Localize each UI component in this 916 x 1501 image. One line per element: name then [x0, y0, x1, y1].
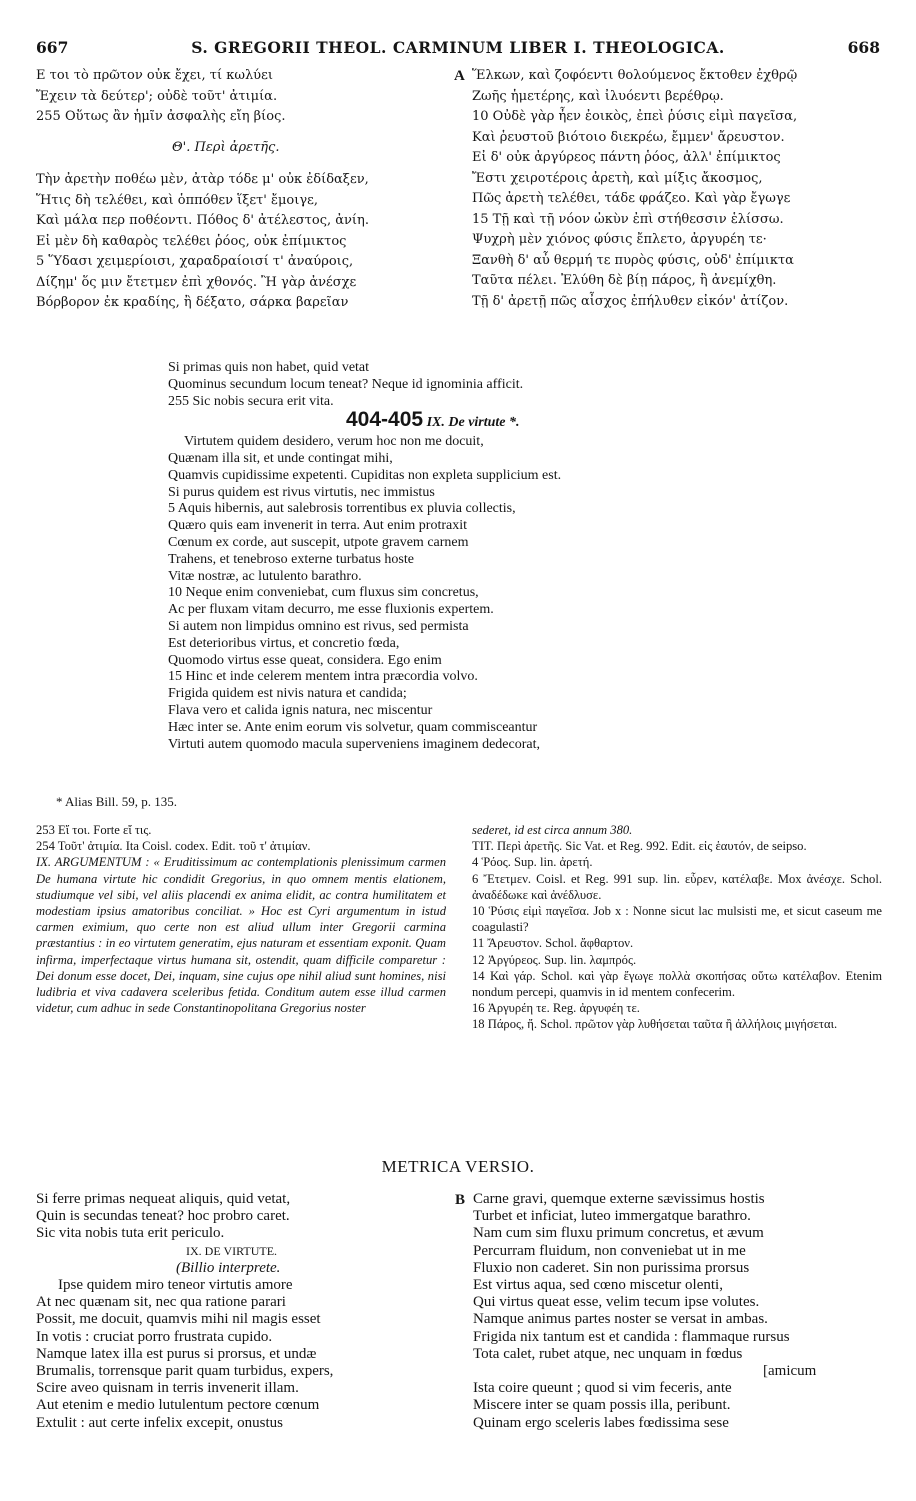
notes-left-column — [36, 822, 446, 1016]
note: 11 Ἄρευστον. Schol. ἄφθαρτον. — [472, 936, 634, 951]
verse-line: Tota calet, rubet atque, nec unquam in fœdus — [473, 1345, 743, 1362]
verse-line: Quin is secundas teneat? hoc probro caret. — [36, 1208, 290, 1225]
greek-line: Ἕλκων, καὶ ζοφόεντι θολούμενος ἔκτοθεν ἐχθρῷ — [472, 68, 798, 83]
greek-line: Βόρβορον ἐκ κραδίης, ἢ δέξατο, σάρκα βαρεῖαν — [36, 295, 349, 310]
verse-line: Frigida nix tantum est et candida : flammaque rursus — [473, 1328, 790, 1345]
verse-line-continuation: [amicum — [763, 1363, 817, 1380]
greek-line: Ταῦτα πέλει. Ἐλύθη δὲ βίῃ πάρος, ἢ ἀνεμίχθη. — [472, 273, 777, 288]
column-number: 404-405 — [346, 408, 424, 432]
metrica-heading: IX. DE VIRTUTE. — [186, 1243, 278, 1258]
greek-line: Καὶ μάλα περ ποθέοντι. Πόθος δ' ἀτέλεστος, ἀνίη. — [36, 213, 369, 228]
greek-line: Ε τοι τὸ πρῶτον οὐκ ἔχει, τί κωλύει — [36, 68, 273, 83]
verse-line: Carne gravi, quemque externe sævissimus hostis — [473, 1191, 765, 1207]
greek-line: Καὶ ῥευστοῦ βιότοιο διεκρέω, ἔμμεν' ἄρευστον. — [472, 129, 785, 145]
verse-line: Quinam ergo sceleris labes fœdissima sese — [473, 1414, 729, 1431]
verse-line: Possit, me docuit, quamvis mihi nil magis esset — [36, 1311, 321, 1328]
greek-line: 255 Οὕτως ἂν ἡμῖν ἀσφαλὴς εἴη βίος. — [36, 109, 286, 124]
footnote-star: * Alias Bill. 59, p. 135. — [56, 794, 177, 809]
latin-line: Si primas quis non habet, quid vetat — [168, 360, 370, 375]
verse-line: Miscere inter se quam possis illa, peribunt. — [473, 1397, 731, 1414]
latin-line: Quæro quis eam invenerit in terra. Aut enim protraxit — [168, 518, 467, 534]
margin-letter-b: B — [455, 1192, 466, 1208]
latin-translation — [168, 360, 561, 753]
metrica-right-column — [473, 1191, 816, 1432]
greek-line: Ἔστι χειροτέροις ἀρετὴ, καὶ μίξις ἄκοσμος, — [472, 170, 763, 186]
page-number-right: 668 — [847, 38, 880, 57]
greek-line: Πῶς ἀρετὴ τελέθει, τάδε φράζεο. Καὶ γὰρ ἔγωγε — [472, 191, 791, 206]
greek-line: 5 Ὕδασι χειμερίοισι, χαραδραίοισί τ' ἀναύροις, — [36, 254, 354, 269]
note: 253 Εἴ τοι. Forte εἴ τις. — [36, 823, 152, 837]
page-number-left: 667 — [36, 38, 69, 57]
note: TIT. Περὶ ἀρετῆς. Sic Vat. et Reg. 992. Edit. εἰς ἑαυτόν, de seipso. — [472, 839, 807, 854]
greek-line: Ἔχειν τὰ δεύτερ'; οὐδὲ τοῦτ' ἀτιμία. — [36, 88, 278, 104]
latin-line: Quamvis cupidissime expetenti. Cupiditas non expleta supplicium est. — [168, 467, 562, 483]
greek-line: Ψυχρὴ μὲν χιόνος φύσις ἔπλετο, ἀργυρέη τε· — [472, 232, 767, 247]
latin-section-heading — [168, 408, 561, 432]
greek-line: Ξανθὴ δ' αὖ θερμή τε πυρὸς φύσις, οὐδ' ἐπίμικτα — [472, 252, 794, 268]
greek-line: Δίζημ' ὅς μιν ἔτετμεν ἐπὶ χθονός. Ἢ γὰρ ἀνέσχε — [36, 274, 357, 290]
note: sederet, id est circa annum 380. — [472, 823, 633, 837]
note: 254 Τοῦτ' ἀτιμία. Ita Coisl. codex. Edit. τοῦ τ' ἀτιμίαν. — [36, 839, 311, 854]
latin-line: Si autem non limpidus omnino est rivus, sed permista — [168, 618, 469, 634]
note: 4 Ῥόος. Sup. lin. ἀρετή. — [472, 855, 593, 870]
greek-line: 15 Τῇ καὶ τῇ νόον ὠκὺν ἐπὶ στήθεσσιν ἑλίσσω. — [472, 211, 784, 227]
verse-line: Aut etenim e medio lutulentum pectore cœnum — [36, 1397, 320, 1414]
latin-line: Est deterioribus virtus, et concretio fœda, — [168, 635, 400, 651]
metrica-subheading: (Billio interprete. — [176, 1259, 281, 1276]
running-title: S. GREGORII THEOL. CARMINUM LIBER I. THEOLOGICA. — [191, 38, 725, 57]
latin-line: Virtutem quidem desidero, verum hoc non me docuit, — [184, 434, 484, 450]
latin-heading-text: IX. De virtute *. — [426, 415, 520, 431]
running-header — [36, 38, 880, 60]
verse-line: Turbet et inficiat, luteo immergatque barathro. — [473, 1208, 751, 1225]
metrica-left-column — [36, 1191, 333, 1432]
verse-line: Extulit : aut certe infelix excepit, onustus — [36, 1414, 284, 1431]
margin-letter-a: A — [454, 68, 465, 84]
latin-line: 255 Sic nobis secura erit vita. — [168, 393, 334, 409]
latin-line: Si purus quidem est rivus virtutis, nec immistus — [168, 484, 435, 500]
verse-line: Si ferre primas nequeat aliquis, quid vetat, — [36, 1191, 291, 1207]
greek-line: 10 Οὐδὲ γὰρ ἦεν ἐοικὸς, ἐπεὶ ῥύσις εἰμὶ παγεῖσα, — [472, 109, 798, 124]
latin-line: Virtuti autem quomodo macula superveniens imaginem dedecorat, — [168, 736, 540, 752]
greek-line: Τῇ δ' ἀρετῇ πῶς αἶσχος ἐπήλυθεν εἰκόν' ἀτίζον. — [472, 293, 789, 309]
latin-line: Quænam illa sit, et unde contingat mihi, — [168, 450, 393, 466]
verse-line: Percurram fluidum, non conveniebat ut in me — [473, 1242, 746, 1259]
note-argument: IX. ARGUMENTUM : « Eruditissimum ac contemplationis plenissimum carmen De humana virtute hic condidit Gregorius, in quo omnem mentis elationem, studiumque vel sibi, vel aliis placendi ex anima elidit, ac contra humilitatem et modestiam ipsius amatoribus conciliat. » Hoc est Cyri argumentum in istud carmen eximium, quo certe non est aliud ullum inter Gregorii carmina præstantius : in eo virtutem generatim, ejus naturam et essentiam exponit. Quam infirma, imperfectaque virtus humana sit, ostendit, quam difficile comparetur : Dei donum esse docet, Dei, inquam, sine cujus ope nihil aliud sunt homines, nisi ludibria et viva cadavera sceleribus fetida. Conditum autem esse illud carmen videtur, cum adhuc in sede Constantinopolitana Gregorius noster — [36, 855, 446, 1016]
latin-line: Quomodo virtus esse queat, considera. Ego enim — [168, 652, 442, 668]
greek-left-column — [36, 66, 369, 314]
verse-line: In votis : cruciat porro frustrata cupido. — [36, 1328, 273, 1345]
note: 12 Ἀργύρεος. Sup. lin. λαμπρός. — [472, 952, 637, 967]
note: 6 Ἔτετμεν. Coisl. et Reg. 991 sup. lin. εὗρεν, κατέλαβε. Mox ἀνέσχε. Schol. ἀναδέδωκε καὶ ἀνέδλυσε. — [472, 871, 882, 902]
latin-line: Hæc inter se. Ante enim eorum vis solvetur, quam commisceantur — [168, 719, 538, 735]
metrica-versio-title: METRICA VERSIO. — [381, 1157, 535, 1176]
verse-line: At nec quænam sit, nec qua ratione parari — [36, 1294, 286, 1311]
notes-right-column — [472, 822, 882, 1033]
verse-line: Nam cum sim fluxu primum concretus, et ævum — [473, 1225, 764, 1242]
note: 10 Ῥύσις εἰμὶ παγεῖσα. Job x : Nonne sicut lac mulsisti me, et sicut caseum me coagulasti? — [472, 904, 882, 935]
latin-line: Trahens, et tenebroso externe turbatus hoste — [168, 551, 414, 567]
latin-line: 5 Aquis hibernis, aut salebrosis torrentibus ex pluvia collectis, — [168, 501, 516, 517]
note: 16 Ἀργυρέη τε. Reg. ἀργυφέη τε. — [472, 1001, 640, 1016]
verse-line: Scire aveo quisnam in terris invenerit illam. — [36, 1380, 299, 1397]
greek-line: Ζωῆς ἡμετέρης, καὶ ἰλυόεντι βερέθρῳ. — [472, 88, 724, 104]
verse-line: Brumalis, torrensque parit quam turbidus, expers, — [36, 1363, 334, 1380]
note: 18 Πάρος, ἤ. Schol. πρῶτον γὰρ λυθήσεται ταῦτα ἢ ἀλλήλοις μιγήσεται. — [472, 1017, 838, 1032]
verse-line: Namque animus partes noster se versat in ambas. — [473, 1311, 768, 1328]
note: 14 Καὶ γάρ. Schol. καὶ γὰρ ἔγωγε πολλὰ σκοπήσας οὕτω κατέλαβον. Etenim nondum percepi, quamvis in id mentem confecerim. — [472, 968, 882, 1000]
greek-line: Τὴν ἀρετὴν ποθέω μὲν, ἀτὰρ τόδε μ' οὐκ ἐδίδαξεν, — [36, 172, 369, 187]
latin-line: Vitæ nostræ, ac lutulento barathro. — [168, 568, 362, 584]
latin-line: Ac per fluxam vitam decurro, me esse fluxionis expertem. — [168, 602, 494, 618]
verse-line: Sic vita nobis tuta erit periculo. — [36, 1225, 225, 1242]
latin-line: Cœnum ex corde, aut suscepit, utpote gravem carnem — [168, 534, 469, 550]
verse-line: Ipse quidem miro teneor virtutis amore — [58, 1277, 293, 1294]
latin-line: 10 Neque enim conveniebat, cum fluxus sim concretus, — [168, 585, 479, 601]
verse-line: Fluxio non caderet. Sin non purissima prorsus — [473, 1259, 750, 1276]
verse-line: Ista coire queunt ; quod si vim feceris, ante — [473, 1380, 732, 1397]
greek-line: Εἰ δ' οὐκ ἀργύρεος πάντη ῥόος, ἀλλ' ἐπίμικτος — [472, 150, 781, 165]
greek-line: Ἥτις δὴ τελέθει, καὶ ὁππόθεν ἵξετ' ἔμοιγε, — [36, 192, 318, 208]
greek-line: Εἰ μὲν δὴ καθαρὸς τελέθει ῥόος, οὐκ ἐπίμικτος — [36, 233, 347, 249]
verse-line: Qui virtus queat esse, velim tecum ipse volutes. — [473, 1294, 760, 1311]
greek-section-heading: Θ'. Περὶ ἀρετῆς. — [172, 139, 280, 155]
verse-line: Est virtus aqua, sed cœno miscetur olenti, — [473, 1277, 723, 1294]
latin-line: Flava vero et calida ignis natura, nec miscentur — [168, 702, 433, 718]
latin-line: Quominus secundum locum teneat? Neque id ignominia afficit. — [168, 376, 524, 392]
verse-line: Namque latex illa est purus si prorsus, et undæ — [36, 1345, 317, 1362]
greek-right-column — [472, 66, 797, 312]
latin-line: 15 Hinc et inde celerem mentem intra præcordia volvo. — [168, 669, 478, 685]
latin-line: Frigida quidem est nivis natura et candida; — [168, 686, 407, 702]
